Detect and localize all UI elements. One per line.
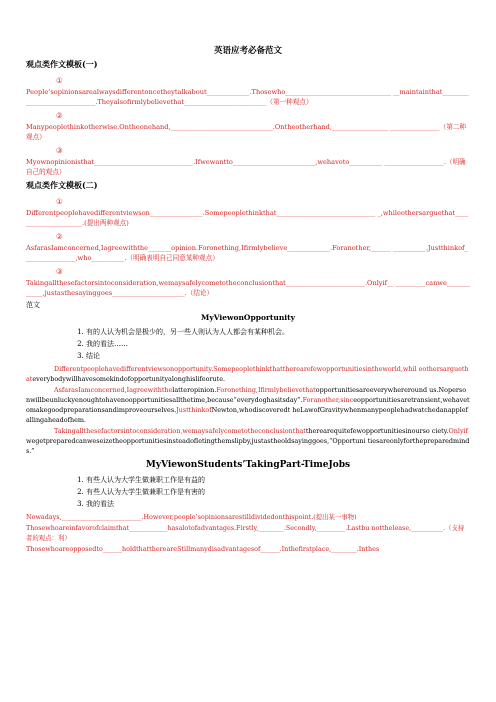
outline-item: 1. 有些人认为大学生做兼职工作是有益的 xyxy=(86,474,470,486)
essay2-paragraph: Nowadays,_________________________.However,people’sopinionsarestilldividedonthispoint.(提出某一事物) xyxy=(26,513,357,521)
body-text: opportunitiesareeverywhereround us.Nopersonwillbeunluckyenoughtohavenoopportunitiesallthetime,because“everydoghasitsday”. xyxy=(26,386,467,404)
item-number: ③ xyxy=(56,146,63,155)
template-phrase: Foranother,sinc xyxy=(302,396,354,404)
essay1-title: MyViewonOpportunity xyxy=(201,313,295,322)
item-text: Manypeoplethinkotherwise.Ontheonehand,_______________________________.Ontheotherhand,_________________ _______________（第二种观点） xyxy=(26,123,466,141)
item-text: People’sopinionsarealwaysdifferentoncetheytalkabout_____________.Thosewho________________________________ __maintainthat_____________________________.Theyalsofirmlybelievethat_________________________（第一种观点） xyxy=(26,88,469,106)
template2-item xyxy=(26,265,470,298)
body-text: wegetpreparedcanwe xyxy=(26,437,97,445)
item-number: ② xyxy=(56,111,63,120)
sample-label: 范文 xyxy=(26,301,40,309)
template1-item xyxy=(26,74,470,107)
item-number: ① xyxy=(56,197,63,206)
template1-item xyxy=(26,144,470,177)
essay2-outline xyxy=(26,474,470,510)
template2-item xyxy=(26,195,470,228)
body-text: everybodywillhavesomekindofopportunityalonghislifeorute. xyxy=(32,375,226,383)
template-phrase: AsfarasIamconcerned,Iagreewiththe xyxy=(54,386,173,394)
body-text: Newton,whodiscoveredt heLawofGravitywhenmanypeoplehadwatchedanapplefallingaheadofhem. xyxy=(26,406,468,424)
item-text: AsfarasIamconcerned,Iagreewiththe_______opinion.Foronething,Ifirmlybelieve_____________.Foranother,______ __________.Justthinkof________________,who__________.（明确表明自己同意某种观点） xyxy=(26,244,468,262)
outline-item: 2. 我的看法…… xyxy=(86,338,470,350)
outline-item: 1. 有的人认为机会是极少的，另一些人则认为人人都会有某种机会。 xyxy=(86,326,470,338)
template2-item xyxy=(26,230,470,263)
body-text: eopportunitiesaretransient,wehavetomakegoodpreparationsandimproveourselves. xyxy=(26,396,470,414)
item-number: ① xyxy=(56,76,63,85)
essay2-title: MyViewonStudents’TakingPart-TimeJobs xyxy=(145,460,351,470)
essay1-paragraph xyxy=(26,426,470,456)
essay2-paragraph: Thosewhoareopposedto______holdthatthereareStillmanydisadvantagesof______.Inthefirstplace,________.Inthes xyxy=(26,545,380,553)
body-text: therearequitefewopportunitiesinourso ciety. xyxy=(305,427,449,435)
template-phrase: Onlyif xyxy=(448,427,468,435)
essay2-paragraph: Thosewhoareinfavorofclaimthat____________hasalotofadvantages.Firstly,________.Secondly,_________.Lastbu notthelease,__________.（支持者的观点：利） xyxy=(26,524,465,542)
template-phrase: Justthinkof xyxy=(176,406,212,414)
body-text: latteropinion. xyxy=(172,386,217,394)
essay1-outline xyxy=(26,326,470,362)
section2-heading: 观点类作文模板(二) xyxy=(26,180,98,190)
item-text: Takingallthesefactorsintoconsideration,wemaysafelycometotheconclusionthat________________________.Onlyif__ _________canwe____________,justasthesayinggoes______________________.（结论） xyxy=(26,279,470,297)
document-title: 英语应考必备范文 xyxy=(213,46,282,56)
template1-item xyxy=(26,109,470,142)
section1-heading: 观点类作文模板(一) xyxy=(26,59,98,69)
template-phrase: Differentpeoplehavedifferentviewsonopportunity.Somepeoplethinkthattherearefewopportunitiesintheworld,whil eothersarguethat xyxy=(26,365,469,383)
essay1-paragraph xyxy=(26,364,470,384)
template-phrase: Takingallthesefactorsintoconsideration,wemaysafelycometotheconclusionthat xyxy=(54,427,306,435)
item-text: Myownopinionisthat______________________________.Ifwewantto_________________________,wehaveto__________ __________________.（明确自己的观点） xyxy=(26,158,466,176)
outline-item: 2. 有些人认为大学生做兼职工作是有害的 xyxy=(86,486,470,498)
essay1-paragraph xyxy=(26,385,470,425)
item-number: ② xyxy=(56,232,63,241)
outline-item: 3. 我的看法 xyxy=(86,498,470,510)
outline-item: 3. 结论 xyxy=(86,350,470,362)
body-text: seizetheopportunitiesinsteadofletingthemslipby,justastheoldsayinggoes,“Opportuni tiesareonlyforthepreparedminds.” xyxy=(26,437,470,455)
template-phrase: Foronething,Ifirmlybelievethat xyxy=(216,386,316,394)
item-number: ③ xyxy=(56,267,63,276)
item-text: Differentpeoplehavedifferentviewson________________.Somepeoplethinkthat______________________________ _,whileothersarguethat_____________________.(提出两种观点) xyxy=(26,209,469,227)
